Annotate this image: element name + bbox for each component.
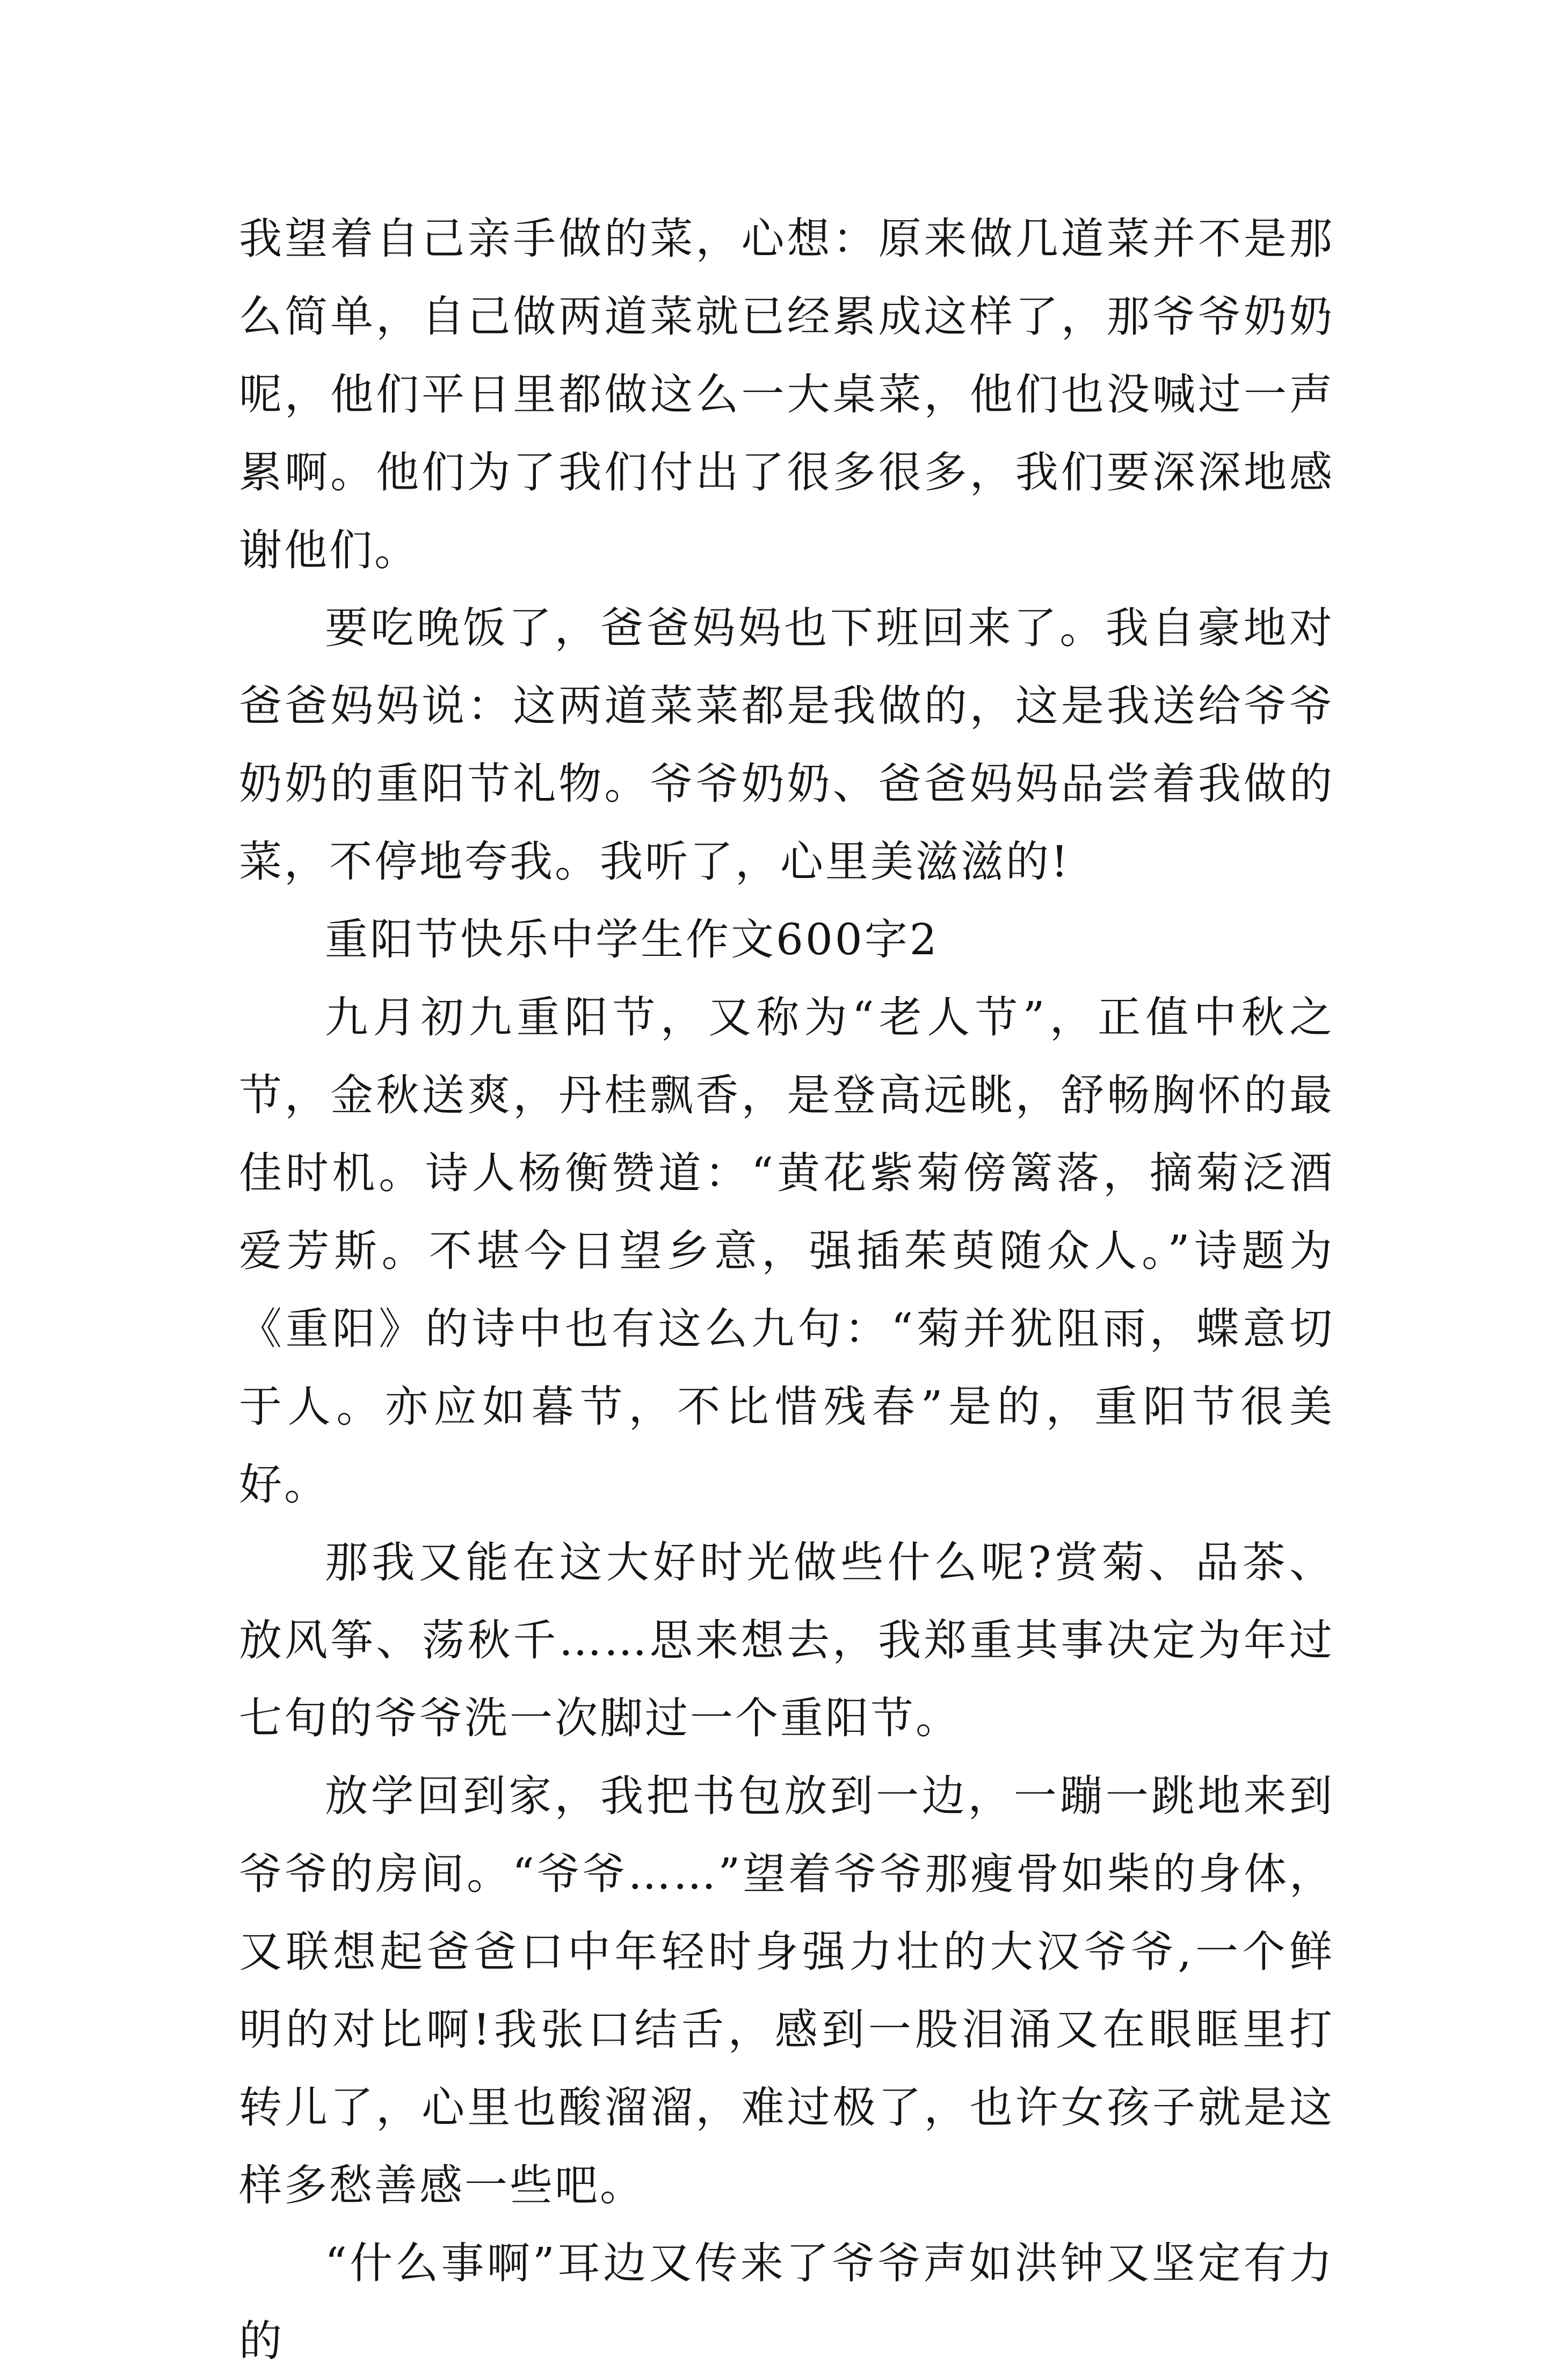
document-body (239, 200, 1334, 2380)
paragraph: 我望着自己亲手做的菜，心想：原来做几道菜并不是那么简单，自己做两道菜就已经累成这样了，那爷爷奶奶呢，他们平日里都做这么一大桌菜，他们也没喊过一声累啊。他们为了我们付出了很多很多，我们要深深地感谢他们。 (239, 214, 1334, 575)
paragraph: 那我又能在这大好时光做些什么呢?赏菊、品茶、放风筝、荡秋千……思来想去，我郑重其事决定为年过七旬的爷爷洗一次脚过一个重阳节。 (239, 1537, 1334, 1743)
paragraph: 九月初九重阳节，又称为“老人节”，正值中秋之节，金秋送爽，丹桂飘香，是登高远眺，舒畅胸怀的最佳时机。诗人杨衡赞道：“黄花紫菊傍篱落，摘菊泛酒爱芳斯。不堪今日望乡意，强插茱萸随众人。”诗题为《重阳》的诗中也有这么九句：“菊并犹阻雨，蝶意切于人。亦应如暮节，不比惜残春”是的，重阳节很美好。 (239, 992, 1334, 1510)
section-heading: 重阳节快乐中学生作文600字2 (325, 915, 939, 964)
paragraph: 要吃晚饭了，爸爸妈妈也下班回来了。我自豪地对爸爸妈妈说：这两道菜菜都是我做的，这是我送给爷爷奶奶的重阳节礼物。爷爷奶奶、爸爸妈妈品尝着我做的菜，不停地夸我。我听了，心里美滋滋的! (239, 603, 1334, 887)
paragraph: 放学回到家，我把书包放到一边，一蹦一跳地来到爷爷的房间。“爷爷……”望着爷爷那瘦骨如柴的身体，又联想起爸爸口中年轻时身强力壮的大汉爷爷,一个鲜明的对比啊!我张口结舌，感到一股泪涌又在眼眶里打转儿了，心里也酸溜溜，难过极了，也许女孩子就是这样多愁善感一些吧。 (239, 1771, 1334, 2210)
paragraph: “什么事啊”耳边又传来了爷爷声如洪钟又坚定有力的 (239, 2238, 1334, 2366)
